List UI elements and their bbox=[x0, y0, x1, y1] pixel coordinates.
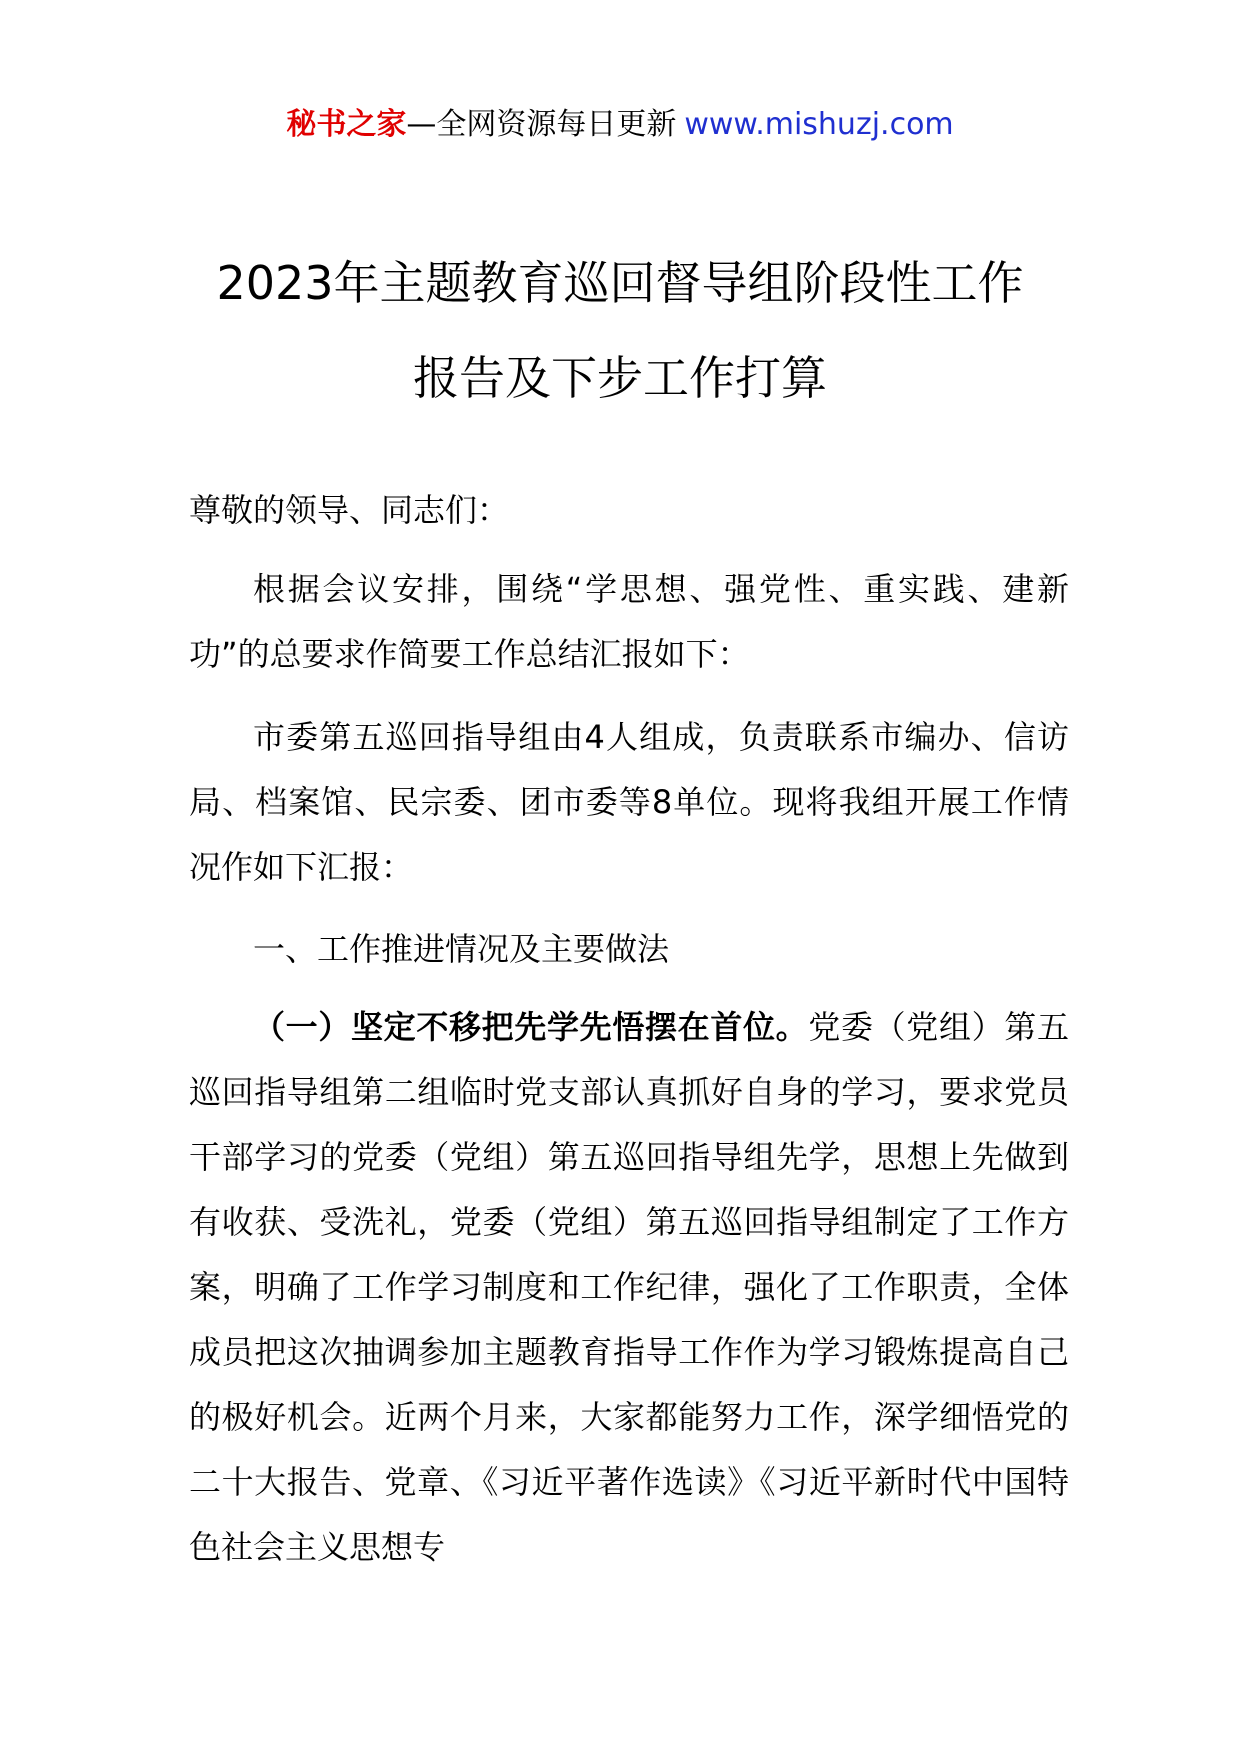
document-title-line2: 报告及下步工作打算 bbox=[413, 351, 827, 405]
document-title-line1: 2023年主题教育巡回督导组阶段性工作 bbox=[216, 256, 1024, 310]
site-header bbox=[0, 98, 1240, 152]
subsection-1-text: 党委（党组）第五巡回指导组第二组临时党支部认真抓好自身的学习，要求党员干部学习的党委（党组）第五巡回指导组先学，思想上先做到有收获、受洗礼，党委（党组）第五巡回指导组制定了工作方案，明确了工作学习制度和工作纪律，强化了工作职责，全体成员把这次抽调参加主题教育指导工作作为学习锻炼提高自己的极好机会。近两个月来，大家都能努力工作，深学细悟党的二十大报告、党章、《习近平著作选读》《习近平新时代中国特色社会主义思想专 bbox=[189, 1008, 1069, 1566]
subsection-1-paragraph bbox=[189, 995, 1069, 1580]
paragraph-team: 市委第五巡回指导组由4人组成，负责联系市编办、信访局、档案馆、民宗委、团市委等8单位。现将我组开展工作情况作如下汇报： bbox=[189, 718, 1069, 886]
site-brand: 秘书之家 bbox=[286, 107, 407, 142]
paragraph-intro: 根据会议安排，围绕“学思想、强党性、重实践、建新功”的总要求作简要工作总结汇报如下： bbox=[189, 570, 1069, 673]
greeting: 尊敬的领导、同志们： bbox=[189, 491, 510, 529]
site-slogan: —全网资源每日更新 bbox=[406, 107, 677, 142]
subsection-1-heading: （一）坚定不移把先学先悟摆在首位。 bbox=[253, 1008, 809, 1046]
site-url-link[interactable]: www.mishuzj.com bbox=[684, 107, 954, 142]
section-heading-1: 一、工作推进情况及主要做法 bbox=[253, 930, 670, 968]
